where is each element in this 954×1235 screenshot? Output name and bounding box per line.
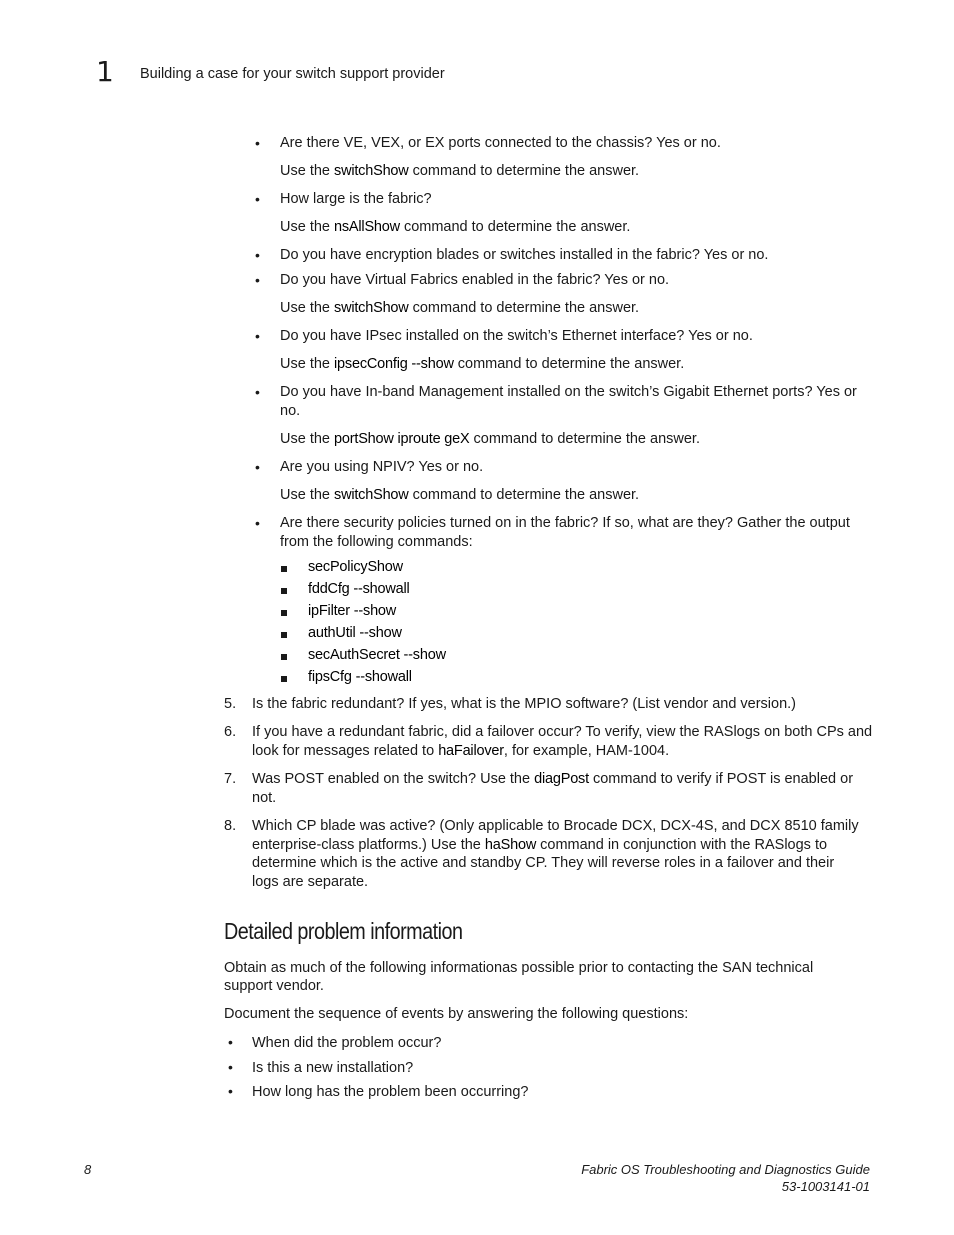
bullet-glyph: • (255, 515, 260, 531)
square-bullet-icon (281, 632, 287, 638)
bullet-instruction: Use the nsAllShow command to determine the answer. (280, 219, 631, 235)
intro-paragraph: Obtain as much of the following informationas possible prior to contacting the SAN technical (224, 960, 814, 976)
command-text: switchShow (334, 487, 409, 503)
bullet-glyph: • (255, 459, 260, 475)
sequence-paragraph: Document the sequence of events by answering the following questions: (224, 1006, 689, 1022)
step-number: 5. (224, 696, 237, 712)
command-text: portShow iproute geX (334, 431, 470, 447)
bullet-question: Do you have In-band Management installed on the switch’s Gigabit Ethernet ports? Yes or (280, 384, 857, 400)
step-text: If you have a redundant fabric, did a failover occur? To verify, view the RASlogs on both CPs and (252, 724, 873, 740)
step-number: 8. (224, 818, 237, 834)
event-question: How long has the problem been occurring? (252, 1084, 529, 1100)
bullet-instruction: Use the ipsecConfig --show command to determine the answer. (280, 356, 685, 372)
step-text: Which CP blade was active? (Only applicable to Brocade DCX, DCX-4S, and DCX 8510 family (252, 818, 859, 834)
section-heading: Detailed problem information (224, 918, 463, 944)
guide-title: Fabric OS Troubleshooting and Diagnostics Guide (581, 1162, 870, 1177)
bullet-glyph: • (255, 384, 260, 400)
command-text: switchShow (334, 163, 409, 179)
bullet-glyph: • (255, 328, 260, 344)
chapter-number: 1 (96, 55, 114, 88)
bullet-question: Do you have Virtual Fabrics enabled in the fabric? Yes or no. (280, 272, 670, 288)
bullet-glyph: • (228, 1083, 233, 1099)
step-text: Is the fabric redundant? If yes, what is the MPIO software? (List vendor and version.) (252, 696, 797, 712)
bullet-glyph: • (255, 247, 260, 263)
bullet-glyph: • (255, 135, 260, 151)
security-command: authUtil --show (308, 625, 402, 641)
step-text-continued: look for messages related to haFailover, for example, HAM-1004. (252, 743, 670, 759)
command-text: switchShow (334, 300, 409, 316)
document-number: 53-1003141-01 (781, 1179, 870, 1194)
command-text: diagPost (534, 771, 589, 787)
command-text: haFailover (438, 743, 504, 759)
security-command: fddCfg --showall (308, 581, 410, 597)
bullet-question: How large is the fabric? (280, 191, 432, 207)
bullet-glyph: • (228, 1059, 233, 1075)
command-text: nsAllShow (334, 219, 400, 235)
bullet-instruction: Use the switchShow command to determine the answer. (280, 300, 640, 316)
step-text-continued: determine which is the active and standby CP. They will reverse roles in a failover and their (252, 855, 835, 871)
square-bullet-icon (281, 676, 287, 682)
step-number: 6. (224, 724, 237, 740)
step-text-continued: not. (252, 790, 277, 806)
bullet-question-continued: no. (280, 403, 301, 419)
bullet-glyph: • (255, 272, 260, 288)
security-command: secAuthSecret --show (308, 647, 446, 663)
square-bullet-icon (281, 588, 287, 594)
step-number: 7. (224, 771, 237, 787)
bullet-instruction: Use the portShow iproute geX command to determine the answer. (280, 431, 700, 447)
security-command: fipsCfg --showall (308, 669, 412, 685)
bullet-question: Are there security policies turned on in the fabric? If so, what are they? Gather the output (280, 515, 850, 531)
running-header-title: Building a case for your switch support provider (140, 66, 445, 82)
command-text: haShow (484, 837, 537, 853)
bullet-question: Do you have encryption blades or switches installed in the fabric? Yes or no. (280, 247, 769, 263)
step-text-continued: logs are separate. (252, 874, 369, 890)
intro-paragraph-continued: support vendor. (224, 978, 324, 994)
bullet-instruction: Use the switchShow command to determine the answer. (280, 487, 640, 503)
bullet-glyph: • (255, 191, 260, 207)
security-command: secPolicyShow (308, 559, 403, 575)
bullet-instruction: Use the switchShow command to determine the answer. (280, 163, 640, 179)
step-text-continued: enterprise-class platforms.) Use the haShow command in conjunction with the RASlogs to (252, 837, 828, 853)
event-question: When did the problem occur? (252, 1035, 442, 1051)
page-number: 8 (84, 1162, 92, 1177)
square-bullet-icon (281, 566, 287, 572)
event-question: Is this a new installation? (252, 1060, 414, 1076)
bullet-question: Are there VE, VEX, or EX ports connected to the chassis? Yes or no. (280, 135, 721, 151)
bullet-question: Are you using NPIV? Yes or no. (280, 459, 484, 475)
square-bullet-icon (281, 610, 287, 616)
step-text: Was POST enabled on the switch? Use the diagPost command to verify if POST is enabled or (252, 771, 854, 787)
bullet-question: Do you have IPsec installed on the switch’s Ethernet interface? Yes or no. (280, 328, 753, 344)
security-command: ipFilter --show (308, 603, 397, 619)
bullet-glyph: • (228, 1034, 233, 1050)
square-bullet-icon (281, 654, 287, 660)
bullet-question-continued: from the following commands: (280, 534, 473, 550)
command-text: ipsecConfig --show (334, 356, 454, 372)
